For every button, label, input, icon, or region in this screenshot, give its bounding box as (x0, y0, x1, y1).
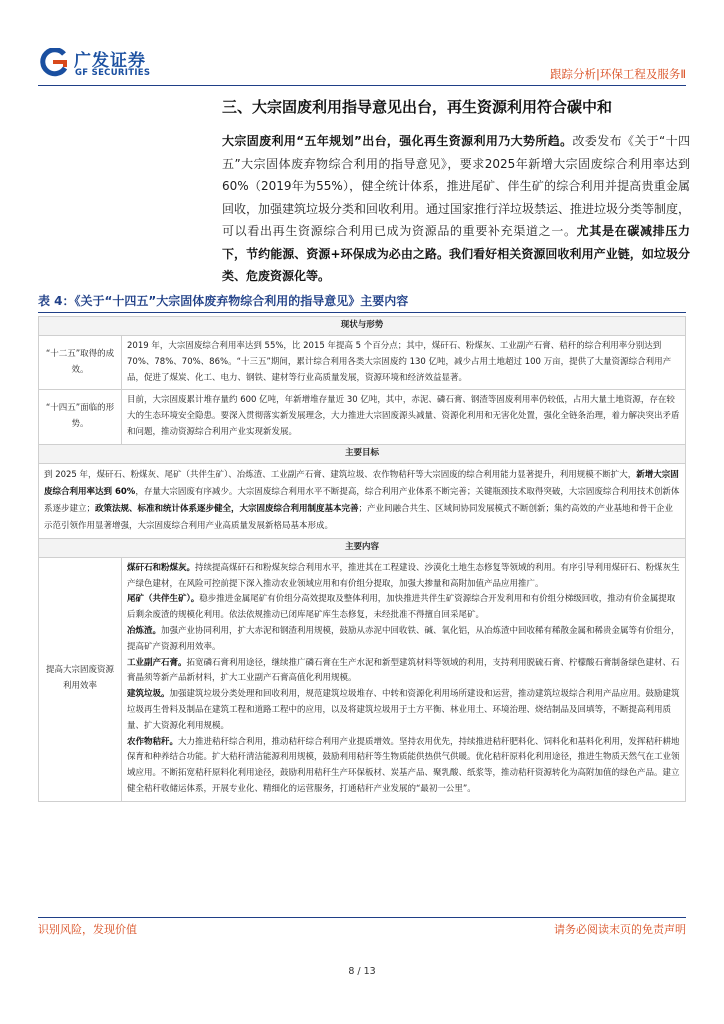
table-row (39, 390, 686, 444)
body-paragraph (222, 130, 690, 288)
list-item: 建筑垃圾。加强建筑垃圾分类处理和回收利用，规范建筑垃圾堆存、中转和资源化利用场所建设和运营，推动建筑垃圾综合利用产品应用。鼓励建筑垃圾再生骨料及制品在建筑工程和道路工程中的应用，以及将建筑垃圾用于土方平衡、林业用土、环境治理、烧结制品及回填等，不断提高利用质量、扩大资源化利用规模。 (127, 689, 680, 731)
report-type: 跟踪分析|环保工程及服务Ⅱ (549, 67, 686, 81)
table-top-divider (38, 312, 686, 313)
logo-chinese-name: 广发证券 (74, 51, 146, 71)
goals-text: 到 2025 年，煤矸石、粉煤灰、尾矿（共伴生矿）、冶炼渣、工业副产石膏、建筑垃圾、农作物秸秆等大宗固废的综合利用能力显著提升，利用规模不断扩大，新增大宗固废综合利用率达到 60%，存量大宗固废有序减少。大宗固废综合利用水平不断提高，综合利用产业体系不断完善；关键瓶颈技术取得突破，大宗固废综合利用技术创新体系逐步建立；政策法规、标准和统计体系逐步健全，大宗固废综合利用制度基本完善；产业间融合共生、区域间协同发展模式不断创新；集约高效的产业基地和骨干企业示范引领作用显著增强，大宗固废综合利用产业高质量发展新格局基本形成。 (39, 463, 686, 538)
section-header-goals: 主要目标 (39, 444, 686, 463)
footer-slogan: 识别风险，发现价值 (38, 923, 137, 936)
list-item: 煤矸石和粉煤灰。持续提高煤矸石和粉煤灰综合利用水平，推进其在工程建设、沙漠化土地生态修复等领域的利用。有序引导利用煤矸石、粉煤灰生产绿色建材，在风险可控前提下深入推动农业领域应用和有价组分提取，加强大掺量和高附加值产品应用推广。 (127, 562, 680, 589)
goal-highlight: 新增大宗固废综合利用率达到 60% (44, 469, 679, 497)
list-item: 工业副产石膏。拓宽磷石膏利用途径，继续推广磷石膏在生产水泥和新型建筑材料等领域的利用，支持利用脱硫石膏、柠檬酸石膏制备绿色建材、石膏晶须等新产品新材料，扩大工业副产石膏高值化利用规模。 (127, 657, 680, 684)
section-header-content: 主要内容 (39, 538, 686, 557)
policy-table (38, 316, 686, 802)
footer-divider (38, 917, 686, 918)
gf-logo-icon (38, 48, 68, 78)
row-text: 目前，大宗固废累计堆存量约 600 亿吨，年新增堆存量近 30 亿吨，其中，赤泥、磷石膏、钢渣等固废利用率仍较低，占用大量土地资源，存在较大的生态环境安全隐患。要深入贯彻落实新发展理念，大力推进大宗固废源头减量、资源化利用和无害化处置，强化全链条治理，着力解决突出矛盾和问题，推动资源综合利用产业实现新发展。 (122, 390, 686, 444)
list-item: 冶炼渣。加强产业协同利用，扩大赤泥和钢渣利用规模，鼓励从赤泥中回收铁、碱、氧化铝，从冶炼渣中回收稀有稀散金属和稀贵金属等有价组分，提高矿产资源利用效率。 (127, 625, 680, 652)
company-logo (38, 44, 158, 84)
row-label: “十四五”面临的形势。 (39, 390, 122, 444)
section-title: 三、大宗固废利用指导意见出台，再生资源利用符合碳中和 (222, 98, 613, 116)
paragraph-tail: 尤其是在碳减排压力下，节约能源、资源+环保成为必由之路。我们看好相关资源回收利用产业链，如垃圾分类、危废资源化等。 (222, 224, 690, 283)
footer-disclaimer: 请务必阅读末页的免责声明 (554, 923, 686, 936)
paragraph-body: 改委发布《关于“十四五”大宗固体废弃物综合利用的指导意见》，要求2025年新增大宗固废综合利用率达到60%（2019年为55%），健全统计体系，推进尾矿、伴生矿的综合利用并提高贵重金属回收，加强建筑垃圾分类和回收利用。通过国家推行洋垃圾禁运、推进垃圾分类等制度，可以看出再生资源综合利用已成为资源品的重要补充渠道之一。 (222, 134, 691, 238)
list-item: 尾矿（共伴生矿）。稳步推进金属尾矿有价组分高效提取及整体利用，加快推进共伴生矿资源综合开发利用和有价组分梯级回收，推动有价金属提取后剩余废渣的规模化利用。依法依规推动已闭库尾矿库生态修复，未经批准不得擅自回采尾矿。 (127, 594, 676, 621)
table-row (39, 336, 686, 390)
header-divider (38, 85, 686, 86)
row-text: 2019 年，大宗固废综合利用率达到 55%，比 2015 年提高 5 个百分点；其中，煤矸石、粉煤灰、工业副产石膏、秸秆的综合利用率分别达到 70%、78%、70%、86%。“十三五”期间，累计综合利用各类大宗固废约 130 亿吨，减少占用土地超过 100 万亩，提供了大量资源综合利用产品，促进了煤炭、化工、电力、钢铁、建材等行业高质量发展，资源环境和经济效益显著。 (122, 336, 686, 390)
table-row (39, 463, 686, 538)
row-label: “十二五”取得的成效。 (39, 336, 122, 390)
page-number: 8 / 13 (348, 966, 376, 977)
table-row (39, 557, 686, 801)
row-label: 提高大宗固废资源利用效率 (39, 557, 122, 801)
paragraph-lead: 大宗固废利用“五年规划”出台，强化再生资源利用乃大势所趋。 (222, 134, 573, 148)
section-header-status: 现状与形势 (39, 317, 686, 336)
table-title: 表 4：《关于“十四五”大宗固体废弃物综合利用的指导意见》主要内容 (38, 294, 409, 308)
goal-highlight: 政策法规、标准和统计体系逐步健全，大宗固废综合利用制度基本完善 (95, 503, 359, 514)
list-item: 农作物秸秆。大力推进秸秆综合利用，推动秸秆综合利用产业提质增效。坚持农用优先，持续推进秸秆肥料化、饲料化和基料化利用，发挥秸秆耕地保育和种养结合功能。扩大秸秆清洁能源利用规模，鼓励利用秸秆等生物质能供热供气供暖。优化秸秆原料化利用途径，推进生物质天然气在工业领域应用。不断拓宽秸秆原料化利用途径，鼓励利用秸秆生产环保板材、炭基产品、聚乳酸、纸浆等，推动秸秆资源转化为高附加值的绿色产品。建立健全秸秆收储运体系，开展专业化、精细化的运营服务，打通秸秆产业发展的“最初一公里”。 (127, 736, 680, 794)
logo-english-name: GF SECURITIES (75, 68, 151, 78)
content-list (122, 557, 686, 801)
